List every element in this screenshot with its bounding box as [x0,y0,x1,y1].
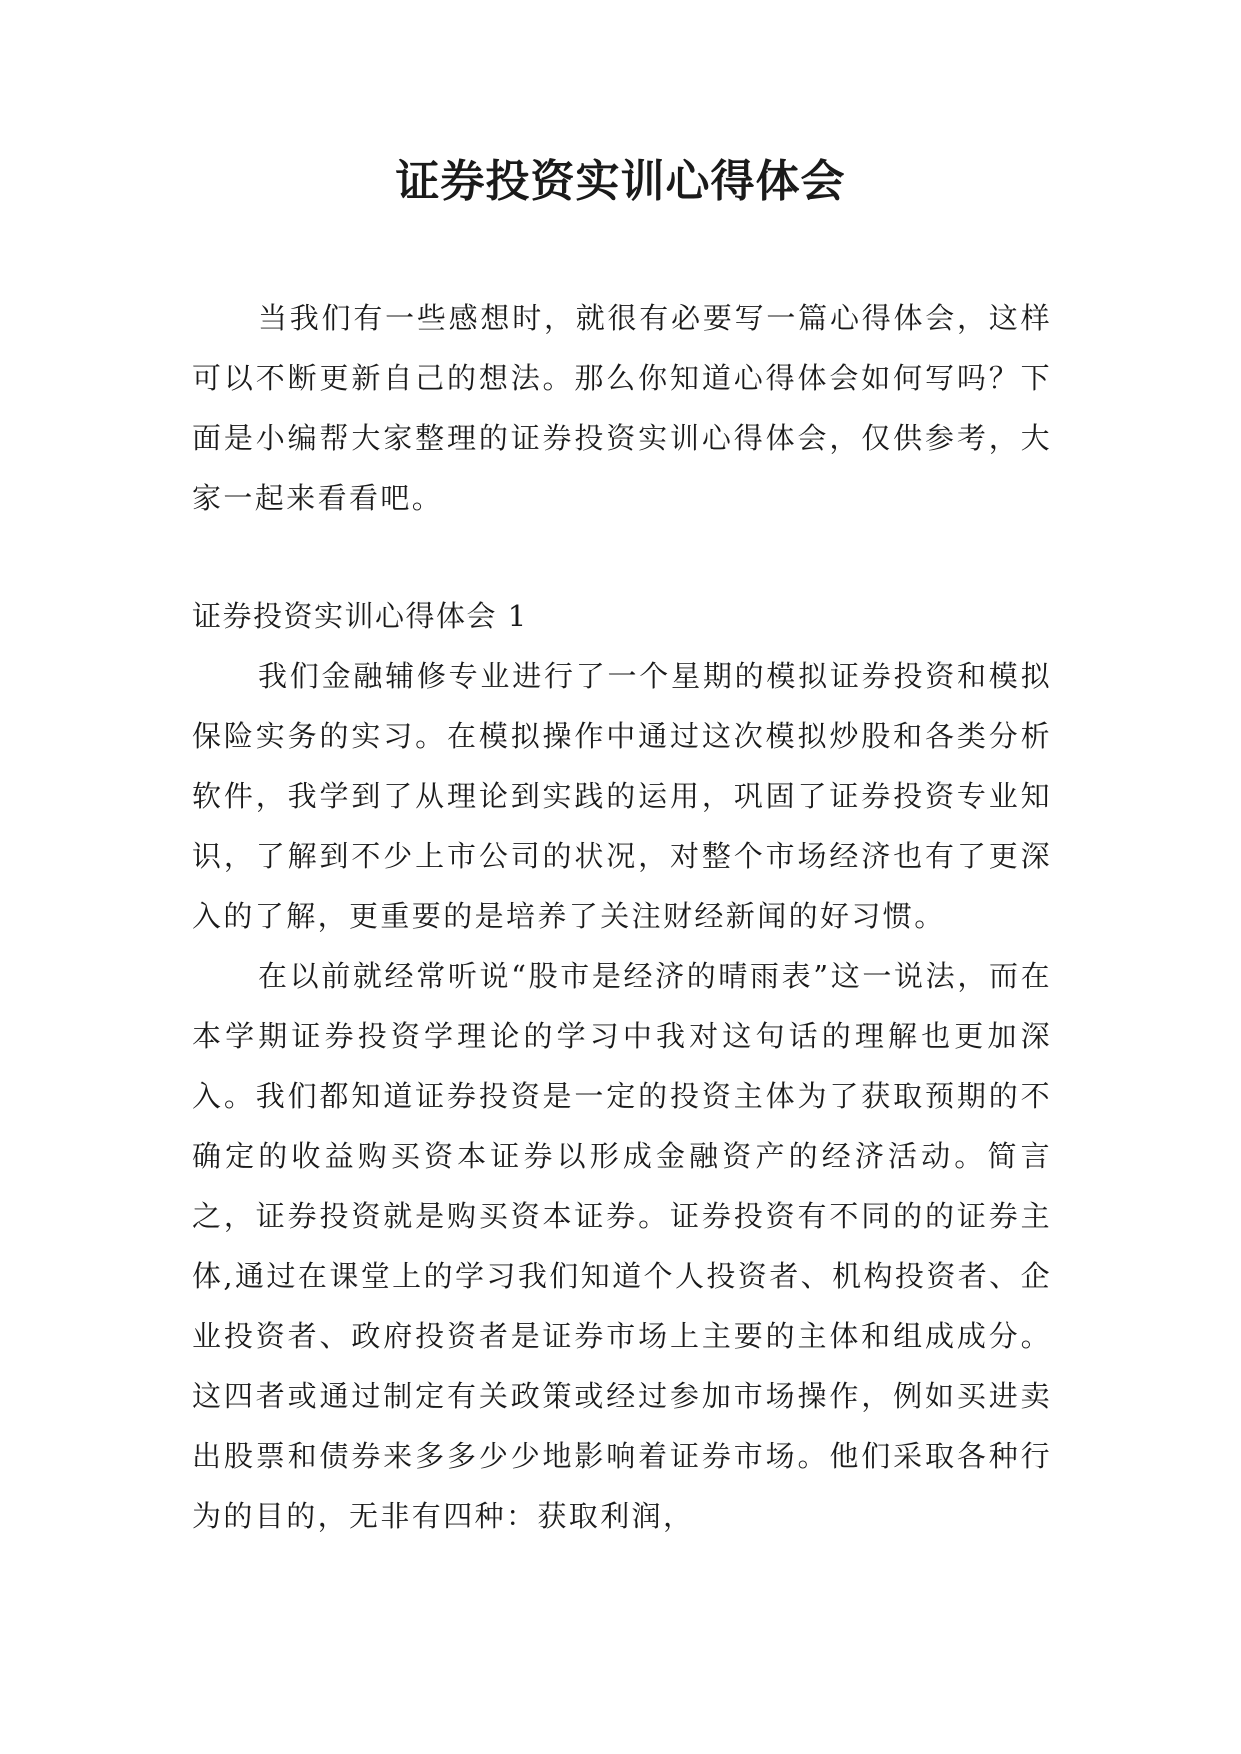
body-paragraph: 我们金融辅修专业进行了一个星期的模拟证券投资和模拟保险实务的实习。在模拟操作中通过这次模拟炒股和各类分析软件，我学到了从理论到实践的运用，巩固了证券投资专业知识，了解到不少上市公司的状况，对整个市场经济也有了更深入的了解，更重要的是培养了关注财经新闻的好习惯。 [192,659,1052,933]
intro-paragraph: 当我们有一些感想时，就很有必要写一篇心得体会，这样可以不断更新自己的想法。那么你知道心得体会如何写吗？下面是小编帮大家整理的证券投资实训心得体会，仅供参考，大家一起来看看吧。 [192,301,1052,515]
document-body [192,288,1052,1546]
body-paragraph: 在以前就经常听说“股市是经济的晴雨表”这一说法，而在本学期证券投资学理论的学习中我对这句话的理解也更加深入。我们都知道证券投资是一定的投资主体为了获取预期的不确定的收益购买资本证券以形成金融资产的经济活动。简言之，证券投资就是购买资本证券。证券投资有不同的的证券主体,通过在课堂上的学习我们知道个人投资者、机构投资者、企业投资者、政府投资者是证券市场上主要的主体和组成成分。这四者或通过制定有关政策或经过参加市场操作，例如买进卖出股票和债券来多多少少地影响着证券市场。他们采取各种行为的目的，无非有四种：获取利润， [192,959,1052,1533]
section-heading: 证券投资实训心得体会 1 [192,599,528,633]
document-title: 证券投资实训心得体会 [395,156,846,207]
